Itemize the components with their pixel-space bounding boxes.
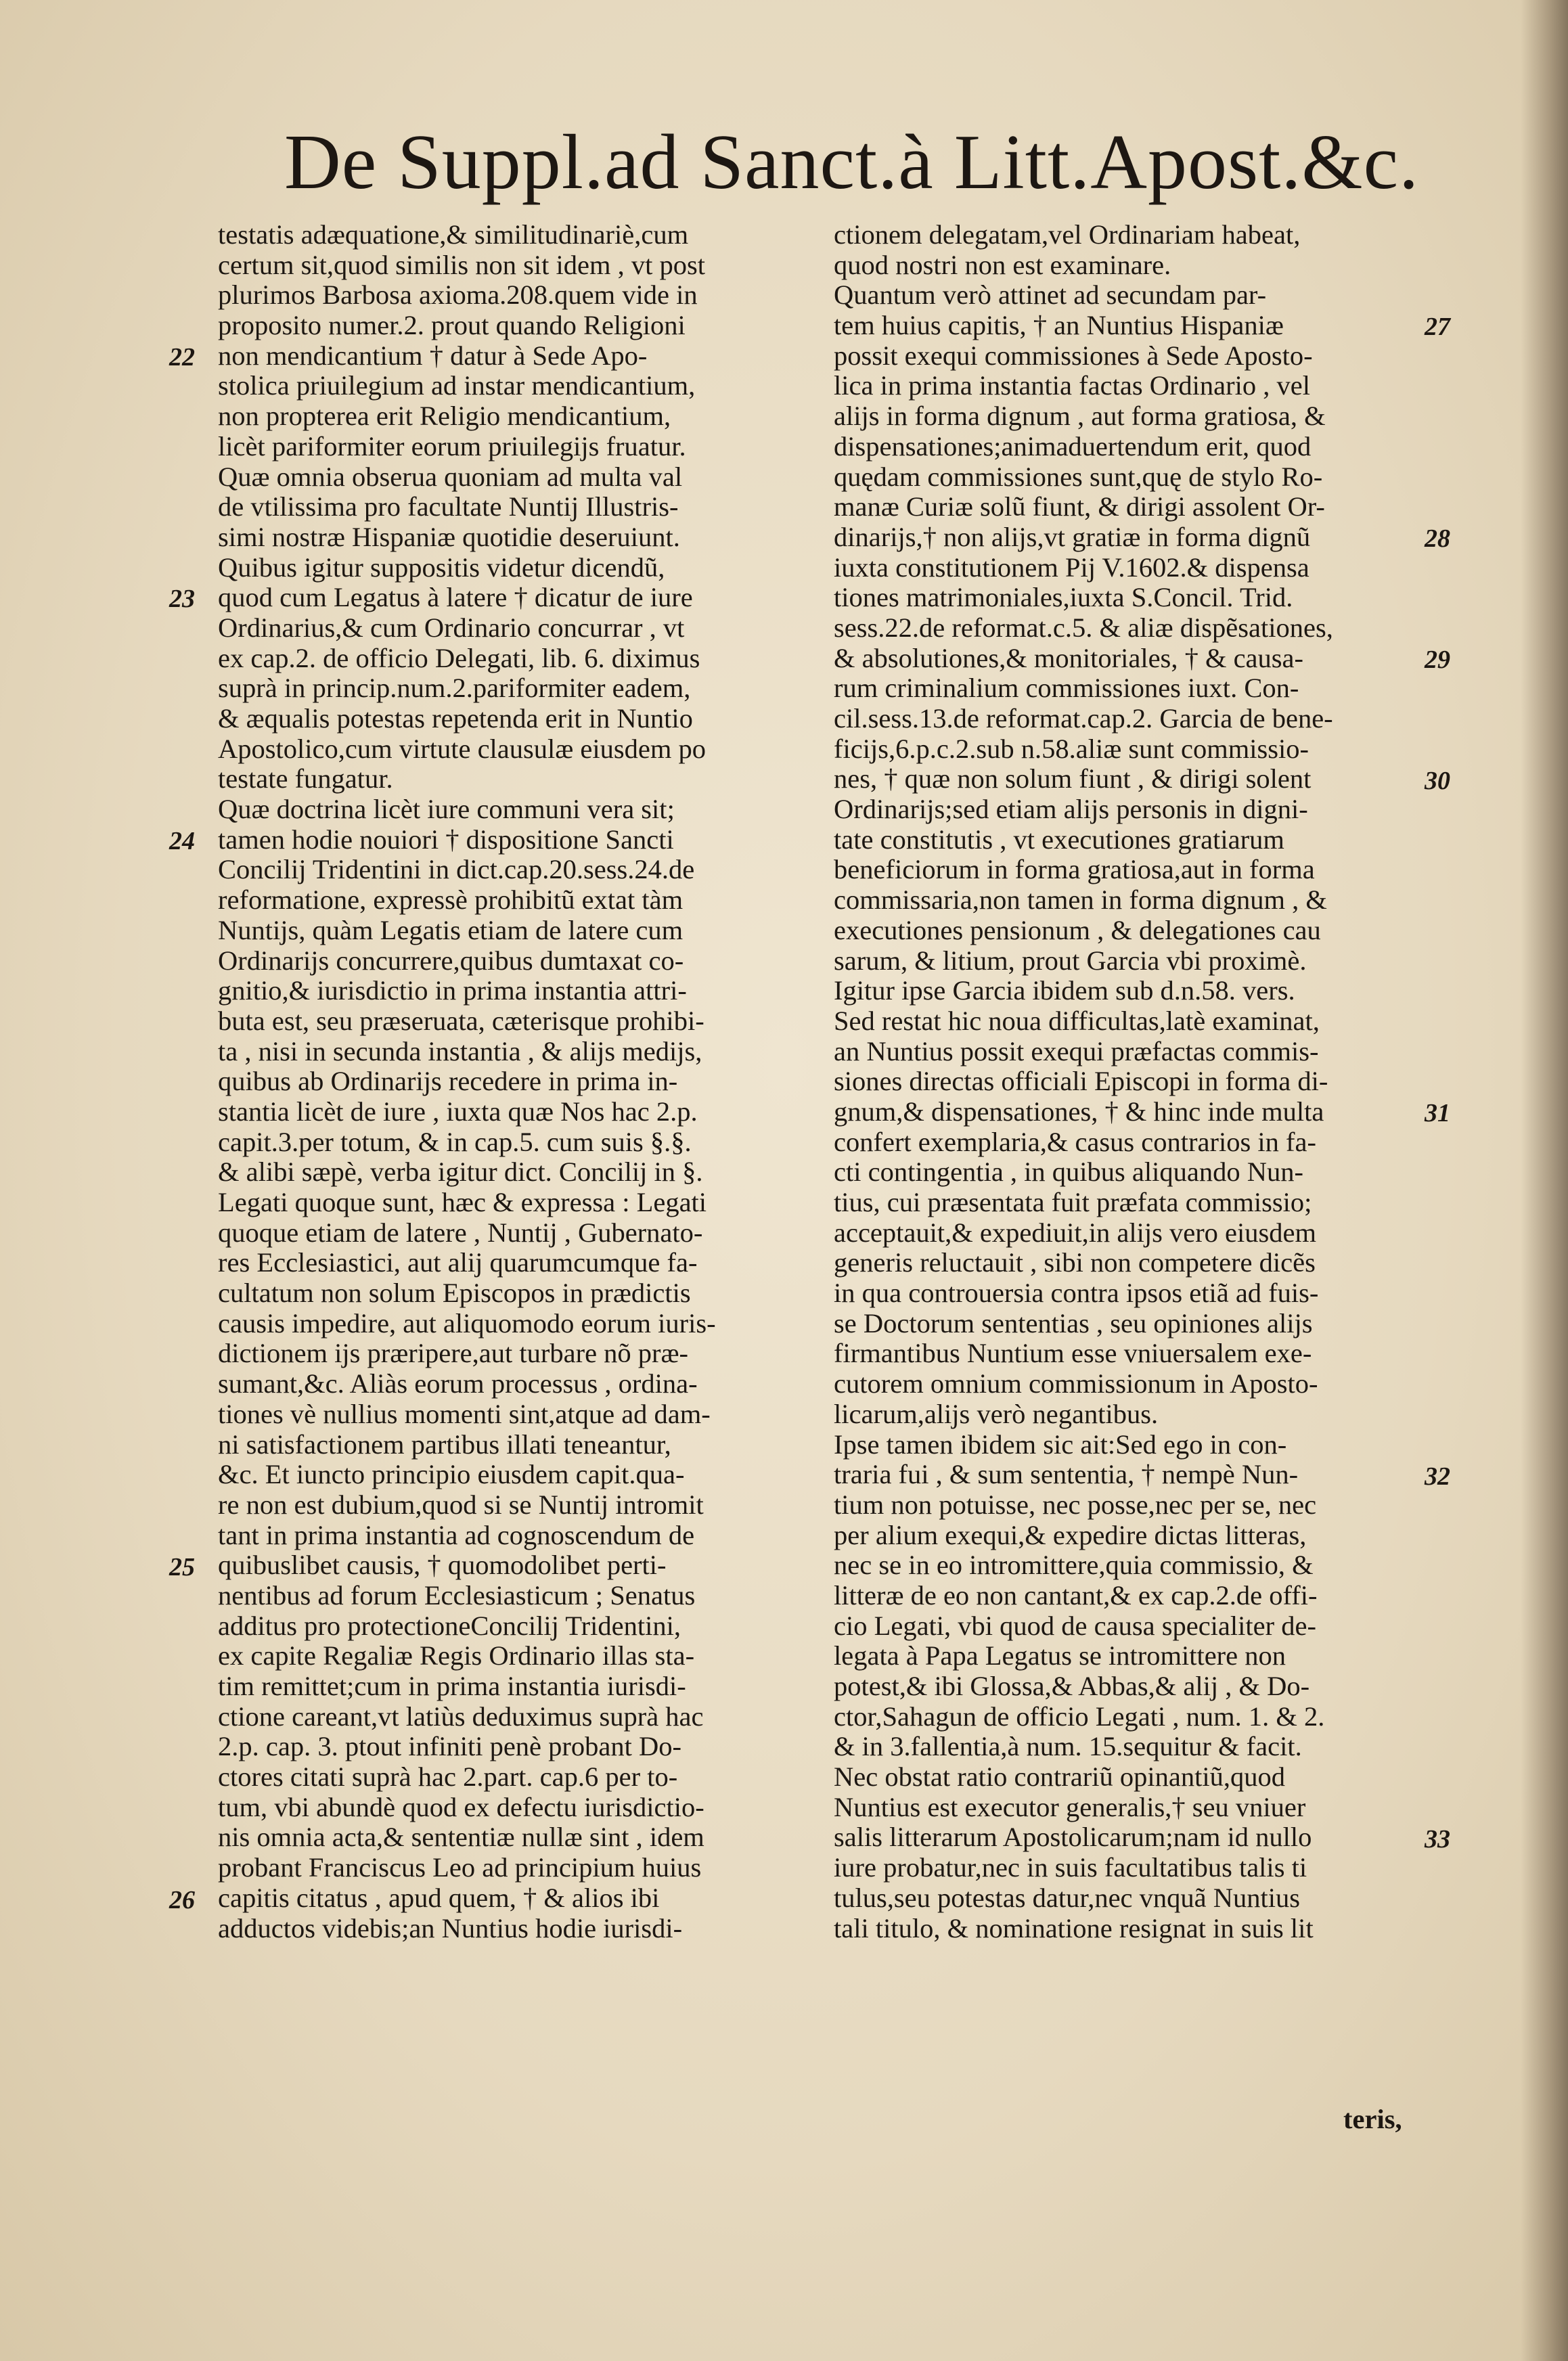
- text-line: dictionem ijs præripere,aut turbare nõ præ-: [218, 1339, 689, 1369]
- text-line: tali titulo, & nominatione resignat in suis lit: [834, 1913, 1314, 1943]
- text-line: tum, vbi abundè quod ex defectu iurisdictio-: [218, 1792, 704, 1822]
- margin-number: 29: [1425, 645, 1450, 674]
- right-text-column: [834, 220, 1416, 2182]
- text-line: quibuslibet causis, † quomodolibet perti-: [218, 1550, 667, 1581]
- text-line: cti contingentia , in quibus aliquando Nun-: [834, 1157, 1303, 1188]
- text-line: Nuntijs, quàm Legatis etiam de latere cum: [218, 915, 684, 945]
- text-line: commissaria,non tamen in forma dignum , &: [834, 885, 1327, 916]
- text-line: salis litterarum Apostolicarum;nam id nullo: [834, 1822, 1312, 1853]
- left-text-column: [218, 220, 800, 2182]
- text-line: executiones pensionum , & delegationes cau: [834, 915, 1321, 945]
- text-line: ctione careant,vt latiùs deduximus suprà hac: [218, 1701, 704, 1732]
- text-line: ficijs,6.p.c.2.sub n.58.aliæ sunt commissio-: [834, 734, 1309, 764]
- text-line: ta , nisi in secunda instantia , & alijs medijs,: [218, 1036, 702, 1066]
- margin-number: 33: [1425, 1825, 1450, 1854]
- margin-number: 31: [1425, 1099, 1450, 1128]
- text-line: ctionem delegatam,vel Ordinariam habeat,: [834, 220, 1301, 250]
- text-line: & alibi sæpè, verba igitur dict. Concilij in §.: [218, 1157, 703, 1188]
- text-line: quod cum Legatus à latere † dicatur de iure: [218, 583, 693, 613]
- text-line: Legati quoque sunt, hæc & expressa : Legati: [218, 1188, 707, 1217]
- text-line: ctor,Sahagun de officio Legati , num. 1. & 2.: [834, 1701, 1325, 1732]
- text-line: rum criminalium commissiones iuxt. Con-: [834, 673, 1299, 704]
- text-line: de vtilissima pro facultate Nuntij Illustris-: [218, 492, 679, 522]
- text-line: non mendicantium † datur à Sede Apo-: [218, 340, 648, 371]
- text-line: Quæ doctrina licèt iure communi vera sit;: [218, 794, 675, 825]
- text-line: & æqualis potestas repetenda erit in Nuntio: [218, 704, 693, 734]
- text-line: litteræ de eo non cantant,& ex cap.2.de offi-: [834, 1580, 1318, 1611]
- margin-number: 22: [169, 342, 195, 372]
- text-line: tius, cui præsentata fuit præfata commissio;: [834, 1188, 1312, 1217]
- text-line: testate fungatur.: [218, 764, 393, 794]
- text-line: sess.22.de reformat.c.5. & aliæ dispẽsationes,: [834, 612, 1333, 643]
- text-line: tant in prima instantia ad cognoscendum de: [218, 1520, 695, 1550]
- text-line: Concilij Tridentini in dict.cap.20.sess.24.de: [218, 855, 695, 885]
- text-line: gnum,& dispensationes, † & hinc inde multa: [834, 1096, 1324, 1127]
- text-line: nec se in eo intromittere,quia commissio, &: [834, 1550, 1314, 1581]
- text-line: & in 3.fallentia,à num. 15.sequitur & facit.: [834, 1732, 1302, 1762]
- margin-number: 25: [169, 1552, 195, 1581]
- text-line: legata à Papa Legatus se intromittere non: [834, 1641, 1286, 1671]
- margin-number: 28: [1425, 524, 1450, 553]
- text-line: Apostolico,cum virtute clausulæ eiusdem po: [218, 734, 707, 764]
- text-line: ctores citati suprà hac 2.part. cap.6 per to-: [218, 1762, 678, 1793]
- margin-number: 32: [1425, 1462, 1450, 1491]
- text-line: Ordinarius,& cum Ordinario concurrar , vt: [218, 612, 685, 643]
- text-line: Nec obstat ratio contrariũ opinantiũ,quod: [834, 1762, 1285, 1793]
- text-line: tiones matrimoniales,iuxta S.Concil. Trid.: [834, 583, 1293, 613]
- text-line: sumant,&c. Aliàs eorum processus , ordina-: [218, 1369, 698, 1399]
- text-line: lica in prima instantia factas Ordinario , vel: [834, 371, 1311, 401]
- text-line: proposito numer.2. prout quando Religioni: [218, 311, 686, 341]
- text-line: iure probatur,nec in suis facultatibus talis ti: [834, 1853, 1307, 1883]
- text-line: stolica priuilegium ad instar mendicantium,: [218, 371, 696, 401]
- text-line: nes, † quæ non solum fiunt , & dirigi solent: [834, 764, 1312, 794]
- margin-number: 23: [169, 585, 195, 614]
- text-line: firmantibus Nuntium esse vniuersalem exe-: [834, 1339, 1312, 1369]
- text-line: res Ecclesiastici, aut alij quarumcumque fa-: [218, 1248, 698, 1278]
- text-line: cio Legati, vbi quod de causa specialiter de-: [834, 1611, 1316, 1641]
- text-line: se Doctorum sententias , seu opiniones alijs: [834, 1308, 1313, 1339]
- text-line: tium non potuisse, nec posse,nec per se, nec: [834, 1489, 1317, 1520]
- text-line: plurimos Barbosa axioma.208.quem vide in: [218, 280, 698, 311]
- text-line: in qua controuersia contra ipsos etiã ad fuis-: [834, 1278, 1319, 1309]
- text-line: probant Franciscus Leo ad principium huius: [218, 1853, 702, 1883]
- text-line: ex cap.2. de officio Delegati, lib. 6. diximus: [218, 643, 700, 673]
- text-line: adductos videbis;an Nuntius hodie iurisdi-: [218, 1913, 683, 1943]
- text-line: tulus,seu potestas datur,nec vnquã Nuntius: [834, 1883, 1301, 1913]
- text-line: cutorem omnium commissionum in Aposto-: [834, 1369, 1318, 1399]
- text-line: reformatione, expressè prohibitũ extat tàm: [218, 885, 684, 916]
- text-line: dinarijs,† non alijs,vt gratiæ in forma dignũ: [834, 522, 1311, 552]
- text-line: quod nostri non est examinare.: [834, 250, 1171, 280]
- text-line: per alium exequi,& expedire dictas litteras,: [834, 1520, 1307, 1550]
- text-line: generis reluctauit , sibi non competere dicẽs: [834, 1248, 1316, 1278]
- text-line: ex capite Regaliæ Regis Ordinario illas sta-: [218, 1641, 695, 1671]
- text-line: quoque etiam de latere , Nuntij , Gubernato-: [218, 1217, 703, 1248]
- text-line: dispensationes;animaduertendum erit, quod: [834, 431, 1312, 462]
- text-line: Ipse tamen ibidem sic ait:Sed ego in con-: [834, 1429, 1287, 1460]
- text-line: Ordinarijs concurrere,quibus dumtaxat co-: [218, 945, 684, 976]
- text-line: licarum,alijs verò negantibus.: [834, 1399, 1159, 1429]
- margin-number: 27: [1425, 313, 1450, 342]
- text-line: additus pro protectioneConcilij Tridentini,: [218, 1611, 681, 1641]
- text-line: nis omnia acta,& sententiæ nullæ sint , idem: [218, 1822, 704, 1853]
- text-line: manæ Curiæ solũ fiunt, & dirigi assolent Or-: [834, 492, 1325, 522]
- text-line: cil.sess.13.de reformat.cap.2. Garcia de bene-: [834, 704, 1333, 734]
- text-line: stantia licèt de iure , iuxta quæ Nos hac 2.p.: [218, 1096, 698, 1127]
- text-line: tiones vè nullius momenti sint,atque ad dam-: [218, 1399, 711, 1429]
- text-line: testatis adæquatione,& similitudinariè,cum: [218, 220, 689, 250]
- text-line: potest,& ibi Glossa,& Abbas,& alij , & Do-: [834, 1671, 1310, 1701]
- text-line: tamen hodie nouiori † dispositione Sancti: [218, 824, 674, 855]
- text-line: certum sit,quod similis non sit idem , vt post: [218, 250, 706, 280]
- text-line: Quantum verò attinet ad secundam par-: [834, 280, 1267, 311]
- text-line: 2.p. cap. 3. ptout infiniti penè probant Do-: [218, 1732, 681, 1762]
- text-line: alijs in forma dignum , aut forma gratiosa, &: [834, 401, 1326, 432]
- text-line: possit exequi commissiones à Sede Aposto-: [834, 340, 1313, 371]
- text-line: causis impedire, aut aliquomodo eorum iuris-: [218, 1308, 716, 1339]
- text-line: &c. Et iuncto principio eiusdem capit.qua-: [218, 1460, 685, 1490]
- text-line: capitis citatus , apud quem, † & alios ibi: [218, 1883, 660, 1913]
- text-line: tim remittet;cum in prima instantia iurisdi-: [218, 1671, 686, 1701]
- text-line: non propterea erit Religio mendicantium,: [218, 401, 671, 432]
- running-header: De Suppl.ad Sanct.à Litt.Apost.&c.: [284, 119, 1420, 206]
- margin-number: 24: [169, 827, 195, 855]
- page-edge-shadow: [1521, 0, 1568, 2361]
- text-line: an Nuntius possit exequi præfactas commis-: [834, 1036, 1319, 1066]
- text-line: Ordinarijs;sed etiam alijs personis in digni-: [834, 794, 1308, 825]
- text-line: capit.3.per totum, & in cap.5. cum suis §.§.: [218, 1127, 692, 1157]
- text-line: re non est dubium,quod si se Nuntij intromit: [218, 1489, 704, 1520]
- text-line: beneficiorum in forma gratiosa,aut in forma: [834, 855, 1315, 885]
- text-line: tate constitutis , vt executiones gratiarum: [834, 824, 1284, 855]
- catchword: teris,: [1343, 2104, 1402, 2134]
- text-line: ni satisfactionem partibus illati teneantur,: [218, 1429, 671, 1460]
- text-line: confert exemplaria,& casus contrarios in fa-: [834, 1127, 1316, 1157]
- text-line: simi nostræ Hispaniæ quotidie deseruiunt.: [218, 522, 680, 552]
- text-line: Nuntius est executor generalis,† seu vniuer: [834, 1792, 1306, 1822]
- text-line: suprà in princip.num.2.pariformiter eadem,: [218, 673, 691, 704]
- margin-number: 30: [1425, 766, 1450, 795]
- text-line: Quibus igitur suppositis videtur dicendũ,: [218, 552, 665, 583]
- text-line: licèt pariformiter eorum priuilegijs fruatur.: [218, 431, 686, 462]
- text-line: iuxta constitutionem Pij V.1602.& dispensa: [834, 552, 1309, 583]
- text-line: Sed restat hic noua difficultas,latè examinat,: [834, 1006, 1320, 1036]
- text-line: traria fui , & sum sententia, † nempè Nun-: [834, 1460, 1299, 1490]
- text-line: acceptauit,& expediuit,in alijs vero eiusdem: [834, 1217, 1317, 1248]
- text-line: siones directas officiali Episcopi in forma di-: [834, 1066, 1328, 1097]
- text-line: buta est, seu præseruata, cæterisque prohibi-: [218, 1006, 704, 1036]
- text-line: Igitur ipse Garcia ibidem sub d.n.58. vers.: [834, 976, 1295, 1006]
- text-line: sarum, & litium, prout Garcia vbi proximè.: [834, 945, 1307, 976]
- text-line: tem huius capitis, † an Nuntius Hispaniæ: [834, 311, 1284, 341]
- text-line: Quæ omnia obserua quoniam ad multa val: [218, 462, 683, 492]
- text-line: nentibus ad forum Ecclesiasticum ; Senatus: [218, 1580, 696, 1611]
- text-line: & absolutiones,& monitoriales, † & causa-: [834, 643, 1303, 673]
- text-line: quibus ab Ordinarijs recedere in prima in-: [218, 1066, 678, 1097]
- margin-number: 26: [169, 1885, 195, 1914]
- text-line: gnitio,& iurisdictio in prima instantia attri-: [218, 976, 687, 1006]
- text-line: quędam commissiones sunt,quę de stylo Ro-: [834, 462, 1323, 492]
- text-line: cultatum non solum Episcopos in prædictis: [218, 1278, 691, 1309]
